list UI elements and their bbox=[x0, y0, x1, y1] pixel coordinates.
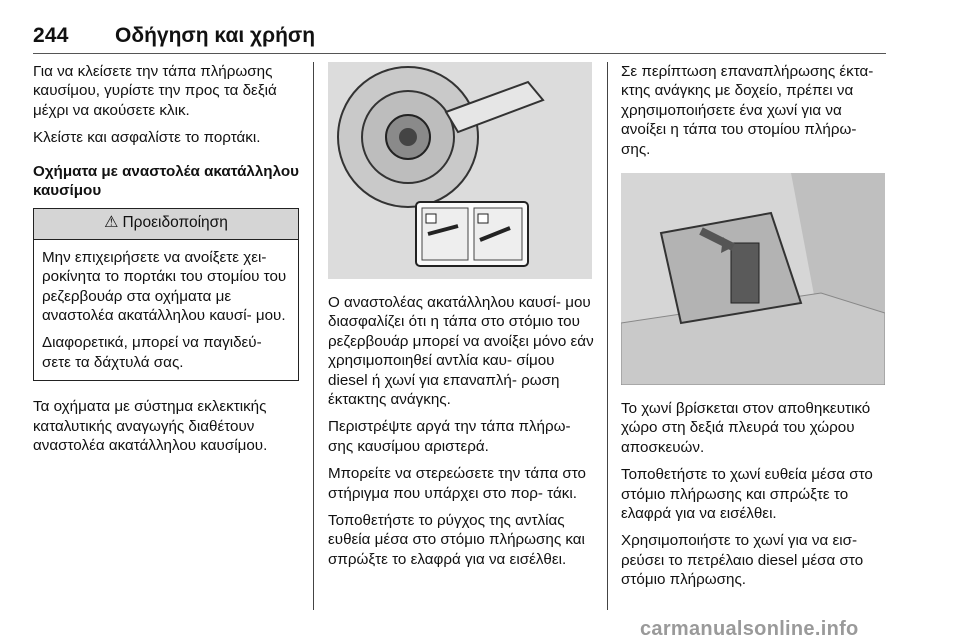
paragraph: Ο αναστολέας ακατάλληλου καυσί- μου διασφαλίζει ότι η τάπα στο στόμιο του ρεζερβουάρ μπορεί να ανοίξει μόνο εάν χρησιμοποιηθεί αντλία καυ- σίμου diesel ή χωνί για επαναπλή- ρωση έκτακτης ανάγκης. bbox=[328, 294, 594, 409]
paragraph: Κλείστε και ασφαλίστε το πορτάκι. bbox=[33, 129, 261, 147]
warning-triangle-icon: ⚠ bbox=[104, 214, 119, 232]
column-divider bbox=[313, 62, 314, 610]
paragraph: Τοποθετήστε το ρύγχος της αντλίας ευθεία μέσα στο στόμιο πλήρωσης και σπρώξτε το ελαφρά για να εισέλθει. bbox=[328, 512, 585, 568]
warning-body bbox=[34, 240, 298, 372]
header-divider bbox=[33, 53, 886, 54]
page-header bbox=[33, 24, 893, 54]
paragraph: Τα οχήματα με σύστημα εκλεκτικής καταλυτικής αναγωγής διαθέτουν αναστολέα ακατάλληλου καυσίμου. bbox=[33, 398, 268, 455]
column-middle bbox=[328, 62, 594, 577]
watermark: carmanualsonline.info bbox=[640, 618, 859, 640]
warning-text: Μην επιχειρήσετε να ανοίξετε χει- ροκίνητα το πορτάκι του στομίου του ρεζερβουάρ στα οχήματα με αναστολέα ακατάλληλου καυσί- μου. bbox=[42, 248, 287, 325]
warning-text: Διαφορετικά, μπορεί να παγιδεύ- σετε τα δάχτυλά σας. bbox=[42, 334, 262, 371]
page-number: 244 bbox=[33, 24, 69, 47]
paragraph: Για να κλείσετε την τάπα πλήρωσης καυσίμου, γυρίστε την προς τα δεξιά μέχρι να ακούσετε κλικ. bbox=[33, 63, 277, 119]
warning-box bbox=[33, 208, 299, 381]
cargo-funnel-illustration bbox=[621, 173, 885, 385]
paragraph: Περιστρέψτε αργά την τάπα πλήρω- σης καυσίμου αριστερά. bbox=[328, 418, 571, 455]
section-title: Οδήγηση και χρήση bbox=[115, 24, 316, 47]
subheading: Οχήματα με αναστολέα ακατάλληλου καυσίμου bbox=[33, 162, 299, 200]
column-left bbox=[33, 62, 299, 464]
paragraph: Τοποθετήστε το χωνί ευθεία μέσα στο στόμιο πλήρωσης και σπρώξτε το ελαφρά για να εισέλθει. bbox=[621, 466, 873, 523]
paragraph: Το χωνί βρίσκεται στον αποθηκευτικό χώρο στη δεξιά πλευρά του χώρου αποσκευών. bbox=[621, 400, 871, 456]
column-right bbox=[621, 62, 889, 598]
warning-header bbox=[34, 209, 298, 239]
warning-title: Προειδοποίηση bbox=[122, 214, 228, 232]
fuel-filler-illustration bbox=[328, 62, 592, 279]
paragraph: Χρησιμοποιήστε το χωνί για να εισ- ρεύσει το πετρέλαιο diesel μέσα στο στόμιο πλήρωσης. bbox=[621, 532, 864, 589]
paragraph: Σε περίπτωση επαναπλήρωσης έκτα- κτης ανάγκης με δοχείο, πρέπει να χρησιμοποιήσετε ένα χωνί για να ανοίξει η τάπα του στομίου πλήρω- σης. bbox=[621, 63, 874, 158]
column-divider bbox=[607, 62, 608, 610]
paragraph: Μπορείτε να στερεώσετε την τάπα στο στήριγμα που υπάρχει στο πορ- τάκι. bbox=[328, 465, 586, 502]
